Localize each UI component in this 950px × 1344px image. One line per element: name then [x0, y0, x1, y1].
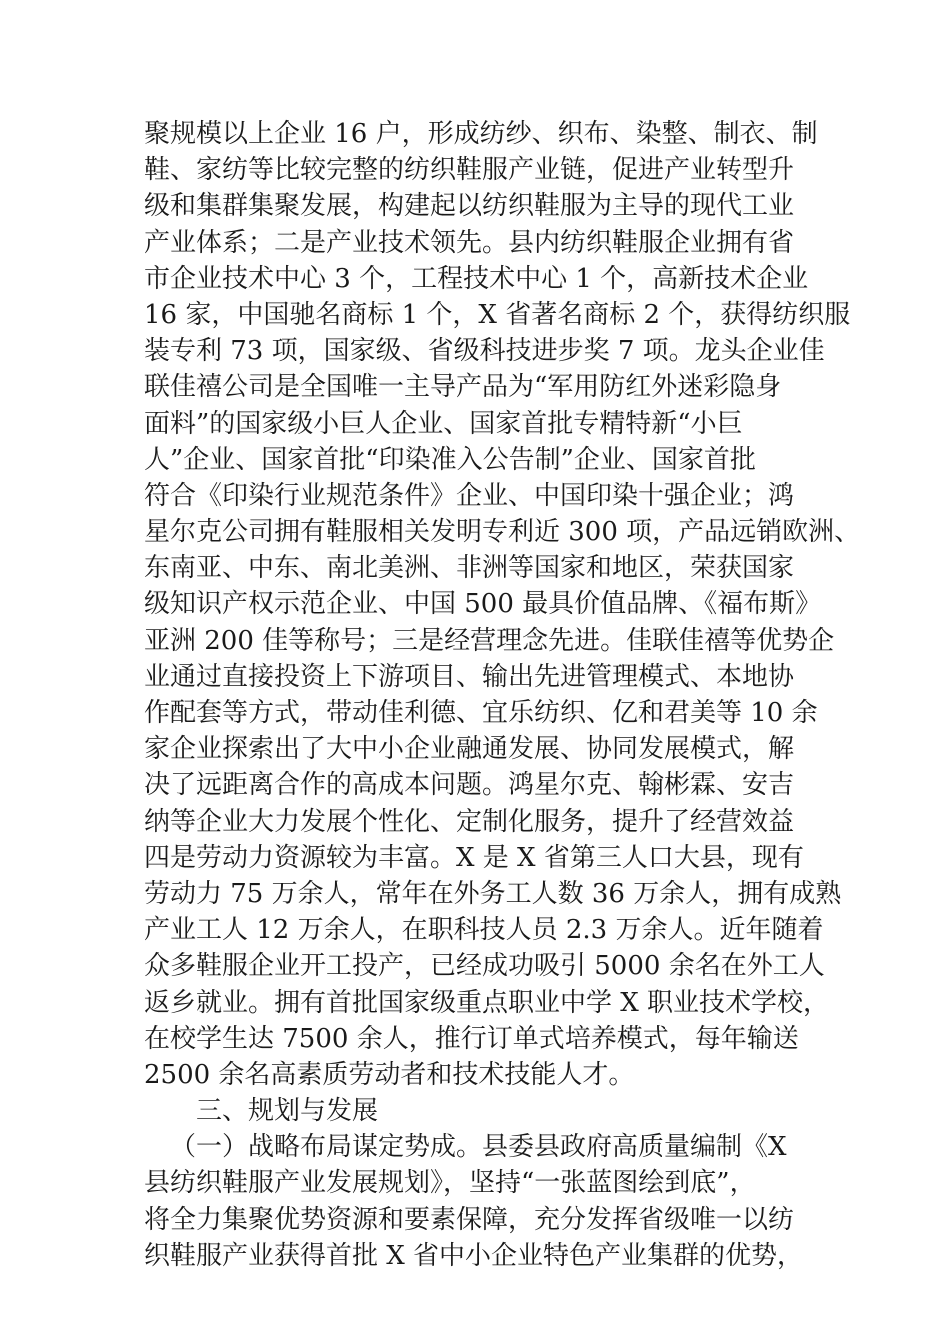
section-line: 县纺织鞋服产业发展规划》，坚持“一张蓝图绘到底”， [144, 1168, 756, 1199]
paragraph-line: 16 家，中国驰名商标 1 个，X 省著名商标 2 个，获得纺织服 [144, 299, 851, 330]
body-text [144, 116, 861, 1274]
section-line: 将全力集聚优势资源和要素保障，充分发挥省级唯一以纺 [144, 1204, 795, 1235]
paragraph-line: 纳等企业大力发展个性化、定制化服务，提升了经营效益 [144, 806, 795, 837]
paragraph-line: 家企业探索出了大中小企业融通发展、协同发展模式，解 [144, 734, 795, 765]
section-heading: 三、规划与发展 [196, 1096, 379, 1127]
paragraph-line: 在校学生达 7500 余人，推行订单式培养模式，每年输送 [144, 1023, 799, 1054]
paragraph-line: 劳动力 75 万余人，常年在外务工人数 36 万余人，拥有成熟 [144, 878, 842, 909]
paragraph-line: 产业工人 12 万余人，在职科技人员 2.3 万余人。近年随着 [144, 915, 824, 946]
paragraph-line: 亚洲 200 佳等称号；三是经营理念先进。佳联佳禧等优势企 [144, 625, 835, 656]
paragraph-line: 级和集群集聚发展，构建起以纺织鞋服为主导的现代工业 [144, 191, 795, 222]
paragraph-line: 2500 余名高素质劳动者和技术技能人才。 [144, 1059, 635, 1090]
paragraph-line: 人”企业、国家首批“印染准入公告制”企业、国家首批 [144, 444, 756, 475]
paragraph-line: 决了远距离合作的高成本问题。鸿星尔克、翰彬霖、安吉 [144, 770, 795, 801]
paragraph-line: 返乡就业。拥有首批国家级重点职业中学 X 职业技术学校， [144, 987, 830, 1018]
paragraph-line: 东南亚、中东、南北美洲、非洲等国家和地区，荣获国家 [144, 553, 795, 584]
paragraph-line: 联佳禧公司是全国唯一主导产品为“军用防红外迷彩隐身 [144, 372, 782, 403]
paragraph-line: 装专利 73 项，国家级、省级科技进步奖 7 项。龙头企业佳 [144, 336, 825, 367]
paragraph-line: 众多鞋服企业开工投产，已经成功吸引 5000 余名在外工人 [144, 951, 825, 982]
paragraph-line: 级知识产权示范企业、中国 500 最具价值品牌、《福布斯》 [144, 589, 822, 620]
paragraph-line: 鞋、家纺等比较完整的纺织鞋服产业链，促进产业转型升 [144, 155, 795, 186]
paragraph-line: 市企业技术中心 3 个，工程技术中心 1 个，高新技术企业 [144, 263, 809, 294]
paragraph-line: 聚规模以上企业 16 户，形成纺纱、织布、染整、制衣、制 [144, 119, 818, 149]
paragraph-line: 符合《印染行业规范条件》企业、中国印染十强企业；鸿 [144, 480, 795, 511]
section-line: 织鞋服产业获得首批 X 省中小企业特色产业集群的优势， [144, 1240, 804, 1271]
paragraph-line: 面料”的国家级小巨人企业、国家首批专精特新“小巨 [144, 408, 743, 439]
paragraph-line: 产业体系；二是产业技术领先。县内纺织鞋服企业拥有省 [144, 227, 795, 258]
paragraph-line: 星尔克公司拥有鞋服相关发明专利近 300 项，产品远销欧洲、 [144, 517, 861, 548]
paragraph-line: 作配套等方式，带动佳利德、宜乐纺织、亿和君美等 10 余 [144, 698, 818, 728]
paragraph-line: 业通过直接投资上下游项目、输出先进管理模式、本地协 [144, 661, 795, 692]
section-line: （一）战略布局谋定势成。县委县政府高质量编制《X [170, 1132, 787, 1163]
paragraph-line: 四是劳动力资源较为丰富。X 是 X 省第三人口大县，现有 [144, 842, 804, 873]
